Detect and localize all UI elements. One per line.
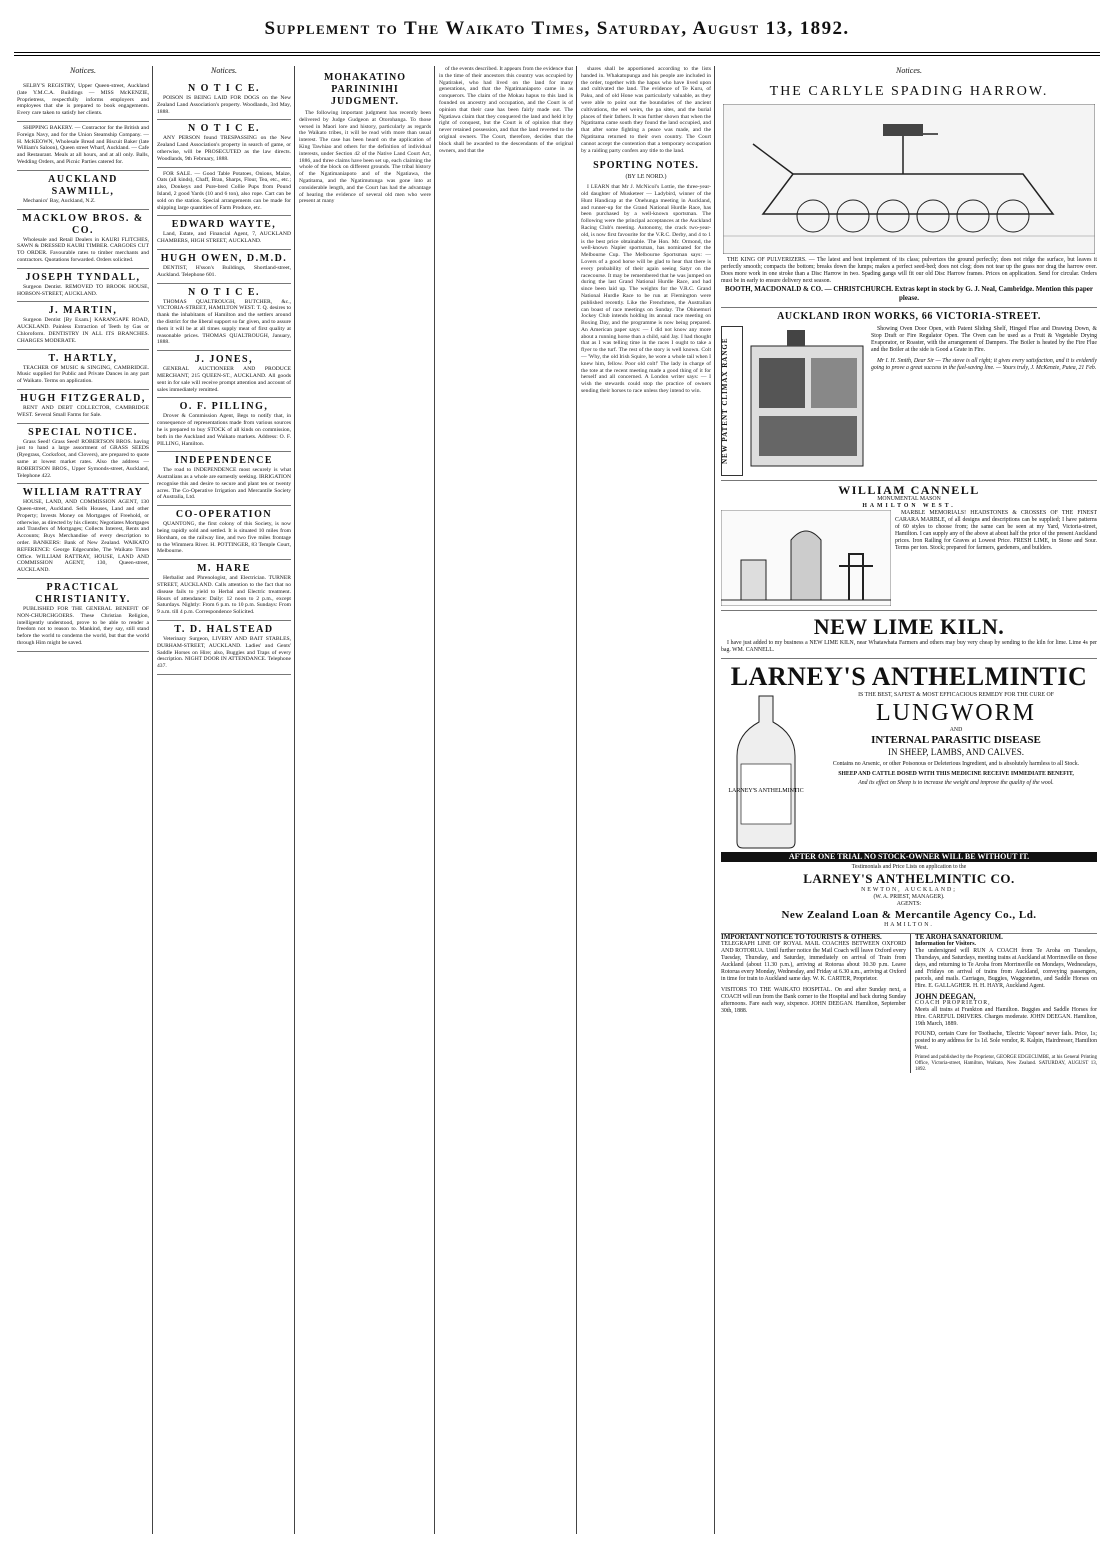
- contains-line: Contains no Arsenic, or other Poisonous or Deleterious Ingredient, and is absolutely harmless to all Stock.: [832, 761, 1080, 767]
- ad-text: HOUSE, LAND, AND COMMISSION AGENT, 130 Queen-street, Auckland. Sells Houses, Land and other Property; Invests Money on Mortgages of Freehold, or otherwise, as directed by his clients; Negotiates Mortgages and Transfers of Mortgages; Collects Interest, Rents and Accounts; Buys Merchandise of every description to order. BANKERS: Bank of New Zealand. WAIKATO REFERENCE: George Edgecumbe, The Waikato Times Office. WILLIAM RATTRAY, HOUSE, LAND AND COMMISSION AGENT, 130, Queen-street, AUCKLAND.: [17, 499, 149, 574]
- agents-label: AGENTS:: [896, 901, 922, 907]
- ad-heading: MACKLOW BROS. & CO.: [22, 212, 144, 236]
- column-1: [14, 66, 152, 1534]
- advertisement: [17, 269, 149, 303]
- advertisement: [157, 351, 291, 398]
- bottle-label-text: LARNEY'S ANTHELMINTIC: [728, 788, 804, 794]
- harrow-illustration: [723, 104, 1095, 254]
- column-label: Notices.: [70, 66, 96, 75]
- ad-text: Land, Estate, and Financial Agent, 7, AUCKLAND CHAMBERS, HIGH STREET, AUCKLAND.: [157, 231, 291, 245]
- column-rule: [714, 66, 715, 1534]
- range-description: Showing Oven Door Open, with Patent Sliding Shelf, Hinged Flue and Drawing Down, & Stop Draft or Fire Regulator Open. The Oven can be used as a Fruit & Vegetable Drying Evaporator, or Roaster, with the arrangement of Dampers. The Boiler is heated by the Fire Flue and the Boiler at the side is Good a Grate in Fire.: [871, 326, 1097, 353]
- article-paragraph: shares shall be apportioned according to the lists handed in. Whakatupunga and his people are included in the order, together with the hapus who have lived upon and cultivated the land. The evidence of Te Kuru, of Paku, and of old Hone was particularly valuable, as they were able to point out the boundaries of the ancient cultivations, the eel weirs, the pa sites, and the burial places of their fathers. It was further shown that when the Ngatitama came south they found the land occupied, and that after some fighting a peace was made, and the Ngatitama returned to their own country. The Court cannot accept the contention that a temporary occupation by a raiding party confers any title to the land.: [581, 66, 711, 154]
- ad-heading: EDWARD WAYTE,: [171, 219, 277, 231]
- lungworm-heading: LUNGWORM: [876, 700, 1036, 726]
- column-label: Notices.: [896, 66, 922, 75]
- advertisement: [157, 120, 291, 167]
- column-6: [718, 66, 1100, 1534]
- ad-heading: N O T I C E.: [187, 123, 261, 135]
- col2-ad-list: [157, 80, 291, 675]
- sporting-notes-title: SPORTING NOTES.: [593, 160, 699, 172]
- dosed-line: SHEEP AND CATTLE DOSED WITH THIS MEDICINE RECEIVE IMMEDIATE BENEFIT,: [838, 771, 1074, 777]
- article-paragraph: of the events described. It appears from the evidence that in the time of their ancestors this country was occupied by Ngatirakei, who had lived on the land for many generations, and that the Ngatimaniapoto came in as conquerors. The claim of the Mokau hapus to this land is founded on ancestry and occupation, and the Court is of opinion that their case has been fairly made out. The Ngatiawa claim that they conquered the land and held it by right of conquest, but the Court is of opinion that they never retained possession, and that the land reverted to the original owners. The Court, therefore, decides that the block shall be awarded to the descendants of the original owners, and that the: [439, 66, 573, 154]
- advertisement: [17, 484, 149, 579]
- imprint-text: Printed and published by the Proprietor, GEORGE EDGECUMBE, at his General Printing Office, Victoria-street, Hamilton, Waikato, New Zealand. SATURDAY, AUGUST 13, 1892.: [915, 1055, 1097, 1072]
- column-rule: [434, 66, 435, 1534]
- iron-works-title: AUCKLAND IRON WORKS, 66 VICTORIA-STREET.: [777, 311, 1041, 322]
- masthead-rule: [14, 52, 1100, 53]
- ad-heading: SPECIAL NOTICE.: [28, 426, 138, 438]
- ad-heading: T. HARTLY,: [48, 352, 118, 364]
- larney-subtitle: IS THE BEST, SAFEST & MOST EFFICACIOUS REMEDY FOR THE CURE OF: [858, 692, 1054, 698]
- harrow-caption: THE KING OF PULVERIZERS. — The latest and best implement of its class; pulverizes the ground perfectly; does not ridge the surface, but leaves it perfectly smooth; compacts the bottom; breaks down the lumps; makes a perfect seed-bed; does not clog; does not tear up the grass nor drag the harrow over. Does more work in one stroke than a Disc Harrow in two. Spading gangs will fit our old Disc Harrow frames. Prices on application. Send for circular. Orders must be in early to ensure delivery next season.: [721, 257, 1097, 284]
- advertisement: [17, 424, 149, 485]
- ad-heading: HUGH FITZGERALD,: [20, 392, 146, 404]
- ad-text: ANY PERSON found TRESPASSING on the New Zealand Land Association's property in search of game, or otherwise, will be PROSECUTED as the law directs. Woodlands, 9th February, 1888.: [157, 135, 291, 162]
- larney-company-manager: (W. A. PRIEST, MANAGER).: [873, 894, 945, 900]
- column-4: [436, 66, 576, 1534]
- ad-text: Surgeon Dentist. REMOVED TO BROOK HOUSE, HOBSON-STREET, AUCKLAND.: [17, 283, 149, 297]
- ad-heading: AUCKLAND SAWMILL,: [48, 173, 118, 197]
- agency-name: New Zealand Loan & Mercantile Agency Co., Ld.: [781, 909, 1037, 921]
- column-rule: [576, 66, 577, 1534]
- column-2: [154, 66, 294, 1534]
- deegan-text: Meets all trains at Frankton and Hamilton. Buggies and Saddle Horses for Hire. CAREFUL DRIVERS. Charges moderate. JOHN DEEGAN. Hamilton, 19th March, 1889.: [915, 1007, 1097, 1027]
- ad-text: Herbalist and Phrenologist, and Electrician. TURNER STREET, AUCKLAND. Calls attention to the fact that no disease fails to yield to Herbal and Electric treatment. Hours of attendance: Daily: 12 noon to 2 p.m., except Saturdays. Nightly: From 6 p.m. to 10 p.m. Sundays: From 9 a.m. till 4 p.m. Correspondence Solicited.: [157, 575, 291, 616]
- bottom-left-ads: [721, 934, 911, 1073]
- article-body-part-2: [439, 66, 573, 154]
- ad-text: Surgeon Dentist [By Exam.] KARANGAPE ROAD, AUCKLAND. Painless Extraction of Teeth by Gas or Chloroform. DENTISTRY IN ALL ITS BRANCHES. CHARGES MODERATE.: [17, 317, 149, 344]
- advertisement: [157, 452, 291, 506]
- effect-line: And its effect on Sheep is to increase the weight and improve the quality of the wool.: [858, 780, 1054, 786]
- advertisement: [17, 302, 149, 349]
- internal-parasitic-heading: INTERNAL PARASITIC DISEASE: [871, 734, 1041, 746]
- ad-text: GENERAL AUCTIONEER AND PRODUCE MERCHANT, 215 QUEEN-ST., AUCKLAND. All goods sent in for sale will receive prompt attention and account of sales immediately remitted.: [157, 366, 291, 393]
- headstone-illustration: [721, 510, 891, 606]
- masthead-title: Supplement to The Waikato Times, Saturday, August 13, 1892.: [264, 18, 850, 39]
- cannell-text: MARBLE MEMORIALS! HEADSTONES & CROSSES OF THE FINEST CARARA MARBLE, of all designs and descriptions can be supplied; I have patterns of 60 styles to choose from; the same can be seen at my Yard, Victoria-street, Hamilton. I can supply any of the above at about half the price of the present Auckland prices. Iron Railing for Graves at Lowest Price. FRESH LIME, in Stone and Sour. Terms per ton. Stock; prepared for farmers, gardeners, and builders.: [895, 510, 1097, 551]
- ad-text: Mechanics' Bay, Auckland, N.Z.: [23, 197, 96, 204]
- bottom-ads-row: [721, 934, 1097, 1073]
- ad-text: PUBLISHED FOR THE GENERAL BENEFIT OF NON-CHURCHGOERS. These Christian Religion, intelligently understood, prove to be able to render a freedom not to reason to. Mankind, they say, still stand before the world to condemn the world, but that the world through Him might be saved.: [17, 606, 149, 647]
- sanatorium-text: The undersigned will RUN A COACH from Te Aroha on Tuesdays, Thursdays, and Saturdays, meeting trains at Auckland at Morrinsville on those days, and returning to Te Aroha from Morrinsville on Mondays, Wednesdays, and Fridays on arrival of trains from Auckland, conveying passengers, parcels, and mails. Carriages, Buggies, Waggonettes, and Saddle Horses on Hire. E. GALLAGHER. H. H. HAYR, Auckland Agent.: [915, 948, 1097, 989]
- iron-works-ad: [721, 308, 1097, 481]
- harrow-title: THE CARLYLE SPADING HARROW.: [769, 84, 1049, 99]
- ad-text: Wholesale and Retail Dealers in KAURI FLITCHES, SAWN & DRESSED KAURI TIMBER. CARGOES CUT TO ORDER. Favourable rates to timber merchants and contractors. Quotations forwarded. Orders solicited.: [17, 236, 149, 263]
- advertisement: [157, 506, 291, 560]
- found-text: FOUND, certain Cure for Toothache, 'Electric Vapour' never fails. Price, 1s; posted to any address for 1s 1d. Sole vendor, R. Kalpin, Hairdresser, Hamilton West.: [915, 1031, 1097, 1051]
- ad-text: FOR SALE. — Good Table Potatoes, Onions, Maize, Oats (all kinds), Chaff, Bran, Sharps, Flour, Tea, etc., etc.; also, Donkeys and Pure-bred Collie Pups from Pound Island, 2 good Yards (10 and 6 ton), also rope. Cart can be sold on the station. Special arrangements can be made for shipping large quantities of Farm Produce, etc.: [157, 170, 291, 211]
- advertisement: [17, 122, 149, 171]
- ad-text: The road to INDEPENDENCE most securely is what Australians as a whole are earnestly seeking. IRRIGATION recognise this and desire to secure and plant ten or twenty acres. The Co-Operative Irrigation and Mercantile Society of Australia, Ltd.: [157, 467, 291, 501]
- column-rule: [294, 66, 295, 1534]
- sheep-lambs-line: IN SHEEP, LAMBS, AND CALVES.: [888, 747, 1024, 757]
- ad-heading: O. F. PILLING,: [179, 401, 269, 413]
- cannell-title: WILLIAM CANNELL: [838, 483, 980, 497]
- lime-kiln-title: NEW LIME KILN.: [813, 614, 1005, 639]
- ad-heading: T. D. HALSTEAD: [174, 624, 274, 636]
- visitors-text: VISITORS TO THE WAIKATO HOSPITAL. On and after Sunday next, a COACH will run from the Bank corner to the Hospital and back during Sunday afternoons. Fare each way, sixpence. JOHN DEEGAN. Hamilton, September 30th, 1888.: [721, 987, 906, 1014]
- booth-line: BOOTH, MACDONALD & CO. — CHRISTCHURCH. Extras kept in stock by G. J. Neal, Cambridge. Mention this paper please.: [725, 285, 1093, 302]
- larney-title: LARNEY'S ANTHELMINTIC: [730, 662, 1088, 691]
- and-word: AND: [949, 727, 963, 733]
- sanatorium-subtitle: Information for Visitors.: [915, 941, 976, 947]
- trial-banner: AFTER ONE TRIAL NO STOCK-OWNER WILL BE WITHOUT IT.: [721, 852, 1097, 862]
- advertisement: [17, 210, 149, 269]
- advertisement: [17, 390, 149, 424]
- larney-ad: [721, 659, 1097, 934]
- column-5: [578, 66, 714, 1534]
- range-stove-illustration: [747, 326, 867, 476]
- bottle-illustration: [721, 692, 811, 852]
- harrow-ad: [721, 80, 1097, 308]
- ad-heading: CO-OPERATION: [175, 509, 273, 521]
- ad-text: RENT AND DEBT COLLECTOR, CAMBRIDGE WEST. Several Small Farms for Sale.: [17, 404, 149, 418]
- lime-kiln-ad: [721, 611, 1097, 659]
- column-3: [296, 66, 434, 1534]
- range-badge: NEW PATENT CLIMAX RANGE: [721, 326, 743, 476]
- sanatorium-title: TE AROHA SANATORIUM.: [915, 933, 1003, 941]
- ad-text: THOMAS QUALTROUGH, BUTCHER, &c., VICTORIA-STREET, HAMILTON WEST. T. Q. desires to thank the inhabitants of Hamilton and the settlers around the district for the liberal support so far given, and to assure them it will be at all times supply meat of first quality at reasonable prices. THOMAS QUALTROUGH, January, 1888.: [157, 298, 291, 346]
- advertisement: [17, 171, 149, 210]
- advertisement: [157, 284, 291, 352]
- cannell-ad: [721, 481, 1097, 611]
- tourists-title: IMPORTANT NOTICE TO TOURISTS & OTHERS.: [721, 933, 882, 941]
- ad-heading: J. JONES,: [194, 354, 254, 366]
- ad-heading: WILLIAM RATTRAY: [22, 487, 144, 499]
- advertisement: [157, 398, 291, 452]
- lime-kiln-text: I have just added to my business a NEW LIME KILN, near Whatawhata Farmers and others may buy very cheap by sending to the kiln for lime. Lime 4s per bag. WM. CANNELL.: [721, 640, 1097, 653]
- agency-location: HAMILTON.: [884, 922, 934, 928]
- advertisement: [157, 250, 291, 284]
- ad-text: DENTIST, H'sson's Buildings, Shortland-street, Auckland. Telephone 601.: [157, 264, 291, 278]
- newspaper-page: [14, 8, 1100, 1538]
- ad-heading: J. MARTIN,: [48, 305, 118, 317]
- larney-company-location: NEWTON, AUCKLAND;: [861, 887, 957, 893]
- article-body-part-1: [299, 110, 431, 205]
- larney-company-name: LARNEY'S ANTHELMINTIC CO.: [803, 871, 1015, 886]
- ad-heading: HUGH OWEN, D.M.D.: [160, 252, 288, 264]
- ad-text: POISON IS BEING LAID FOR DOGS on the New Zealand Land Association's property. Woodlands, 3rd May, 1888.: [157, 95, 291, 115]
- ad-text: SHIPPING BAKERY. — Contractor for the British and Foreign Navy, and for the Union Steamship Company. — H. McKEOWN, Wholesale Bread and Biscuit Baker (late William's Saloon), Queen street Wharf, Auckland. — Cafe and Restaurant. Meals at all hours, and at all only. Balls, Wedding Orders, and Picnic Parties catered for.: [17, 124, 149, 165]
- article-body-part-3: [581, 66, 711, 154]
- ad-text: Grass Seed! Grass Seed! ROBERTSON BROS. having just to hand a large assortment of GRASS SEEDS (Ryegrass, Cocksfoot, and Clovers), are prepared to quote same at lowest market rates. Also the address — ROBERTSON BROS., Upper Symonds-street, Auckland, Telephone 422.: [17, 438, 149, 479]
- column-rule: [152, 66, 153, 1534]
- ad-heading: INDEPENDENCE: [174, 455, 273, 467]
- ad-text: QUANTONG, the first colony of this Society, is now being rapidly sold and settled. It is situated 10 miles from Horsham, on the railway line, and two five miles frontage to the Wimmera River. H. POTTINGER, 83 Temple Court, Melbourne.: [157, 521, 291, 555]
- sporting-paragraph: I LEARN that Mr J. McNicol's Lottie, the three-year-old daughter of Musketeer — Ladybird, winner of the Hunt Handicap at the Onehunga meeting in Auckland, and runner-up for the Grand National Hurdle Race, has been purchased by a well-known sportsman. The following were the principal acceptances at the Auckland Racing Club's meeting. Autonomy, the crack two-year-old, is now first favourite for the V.R.C. Derby, and 4 to 1 is the best price obtainable. The Hon. Mr. Ormond, the well-known Napier sportsman, has nominated for the Melbourne Cup. The Melbourne Sportsman says: — Lovers of a good horse will be glad to hear that there is every probability of their again seeing Satyr on the racecourse. It may be remembered that he was jumped on during the last Grand National Hurdle Race, and had since been laid up. The weights for the V.R.C. Grand National Hurdle Race to be run at Flemington were published recently. Like the Frenchmen, the Australian can boast of race meetings on Sunday. The Ohinemuri Jockey Club intends holding its annual race meeting on Boxing Day, and the programme is now being prepared. An American paper says: — I did not know any more about a running horse than a child, said Jay. I had thought that as I was telling time in the races I ought to take a flyer to the turf. The rest of the story is well known. Colt — 'Why, the old Irish Squire, he wore a whole tail when I knew him, fellow. Poor old colt!' The lady in charge of the tote at the recent meeting made a good thing of it for herself and all concerned. A London writer says: — I wish the stewards could stop the practice of owners sending their horses to race unless they intend to win.: [581, 184, 711, 395]
- ad-heading: JOSEPH TYNDALL,: [25, 271, 141, 283]
- deegan-subtitle: COACH PROPRIETOR,: [915, 1000, 991, 1006]
- ad-heading: N O T I C E.: [187, 286, 261, 298]
- cannell-location: HAMILTON WEST.: [862, 503, 956, 509]
- advertisement: [157, 168, 291, 217]
- ad-heading: PRACTICAL CHRISTIANITY.: [35, 582, 131, 606]
- advertisement: [157, 216, 291, 250]
- deegan-title: JOHN DEEGAN,: [915, 992, 976, 1001]
- article-title: MOHAKATINO PARININIHI JUDGMENT.: [323, 72, 407, 107]
- masthead-rule-2: [14, 55, 1100, 56]
- ad-text: Drover & Commission Agent, Begs to notify that, in consequence of representations made from various sources he is prepared to buy STOCK of all kinds on commission, both in the Auckland and Waikato markets. Address: O. F. PILLING, Hamilton.: [157, 413, 291, 447]
- range-testimonial: Mr I. H. Smith, Dear Sir — The stove is all right; it gives every satisfaction, and it is evidently going to prove a great success in the fuel-saving line. — Yours truly, J. McKenzie, Putea, 21 Feb.: [871, 358, 1097, 371]
- advertisement: [157, 621, 291, 675]
- ad-heading: M. HARE: [197, 563, 251, 575]
- ad-text: TEACHER OF MUSIC & SINGING, CAMBRIDGE. Music supplied for Public and Private Dances in any part of Waikato. Terms on application.: [17, 364, 149, 385]
- ad-text: Veterinary Surgeon, LIVERY AND BAIT STABLES, DURHAM-STREET, AUCKLAND. Ladies' and Gents' Saddle Horses on Hire; also, Buggies and Traps of every description. NIGHT DOOR IN ATTENDANCE. Telephone 437.: [157, 636, 291, 670]
- col1-ad-list: [17, 80, 149, 652]
- ad-heading: N O T I C E.: [187, 83, 261, 94]
- advertisement: [17, 579, 149, 652]
- sporting-notes-body: [581, 184, 711, 395]
- advertisement: [157, 560, 291, 621]
- column-label: Notices.: [211, 66, 237, 75]
- article-paragraph: The following important judgment has recently been delivered by Judge Gudgeon at Otorohanga. To those versed in Maori lore and history, particularly as regards the Waikato tribes, it will be read with more than usual interest. The case has been heard on the application of King Tawhiao and others for the definition of individual interests, under Section 42 of the Native Land Court Act, 1886, and three claims have been set up, each claiming the whole of the block on different grounds. The tribal history of the Ngatimaniapoto and of the Ngatiawa, the Ngatitama, and the Ngatimutunga was gone into at considerable length, and the Court has had the advantage of hearing the evidence of several old men who were present at many: [299, 110, 431, 205]
- advertisement: [157, 80, 291, 120]
- ad-text: SELBY'S REGISTRY, Upper Queen-street, Auckland (late Y.M.C.A. Buildings — MISS McKENZIE, Proprietress, respectfully informs employers and employees that she is prepared to book engagements. Every care taken to satisfy her clients.: [17, 83, 149, 117]
- sporting-notes-byline: (BY LE NORD.): [625, 174, 667, 181]
- advertisement: [17, 350, 149, 390]
- tourists-text: TELEGRAPH LINE OF ROYAL MAIL COACHES BETWEEN OXFORD AND ROTORUA. Until further notice the Mail Coach will leave Oxford every Tuesday, Thursday, and Saturday, immediately on arrival of Train from Auckland (about 11.30 p.m.), arriving at Rotorua about 10.30 p.m. Leave Rotorua every Monday, Wednesday, and Friday at 6.30 a.m., arriving at Oxford in time for train to Auckland same day. W. K. CARTER, Proprietor.: [721, 941, 906, 982]
- bottom-right-ads: [911, 934, 1097, 1073]
- cannell-subtitle: MONUMENTAL MASON: [877, 496, 941, 502]
- testimonials-line: Testimonials and Price Lists on application to the: [851, 864, 967, 870]
- advertisement: [17, 80, 149, 122]
